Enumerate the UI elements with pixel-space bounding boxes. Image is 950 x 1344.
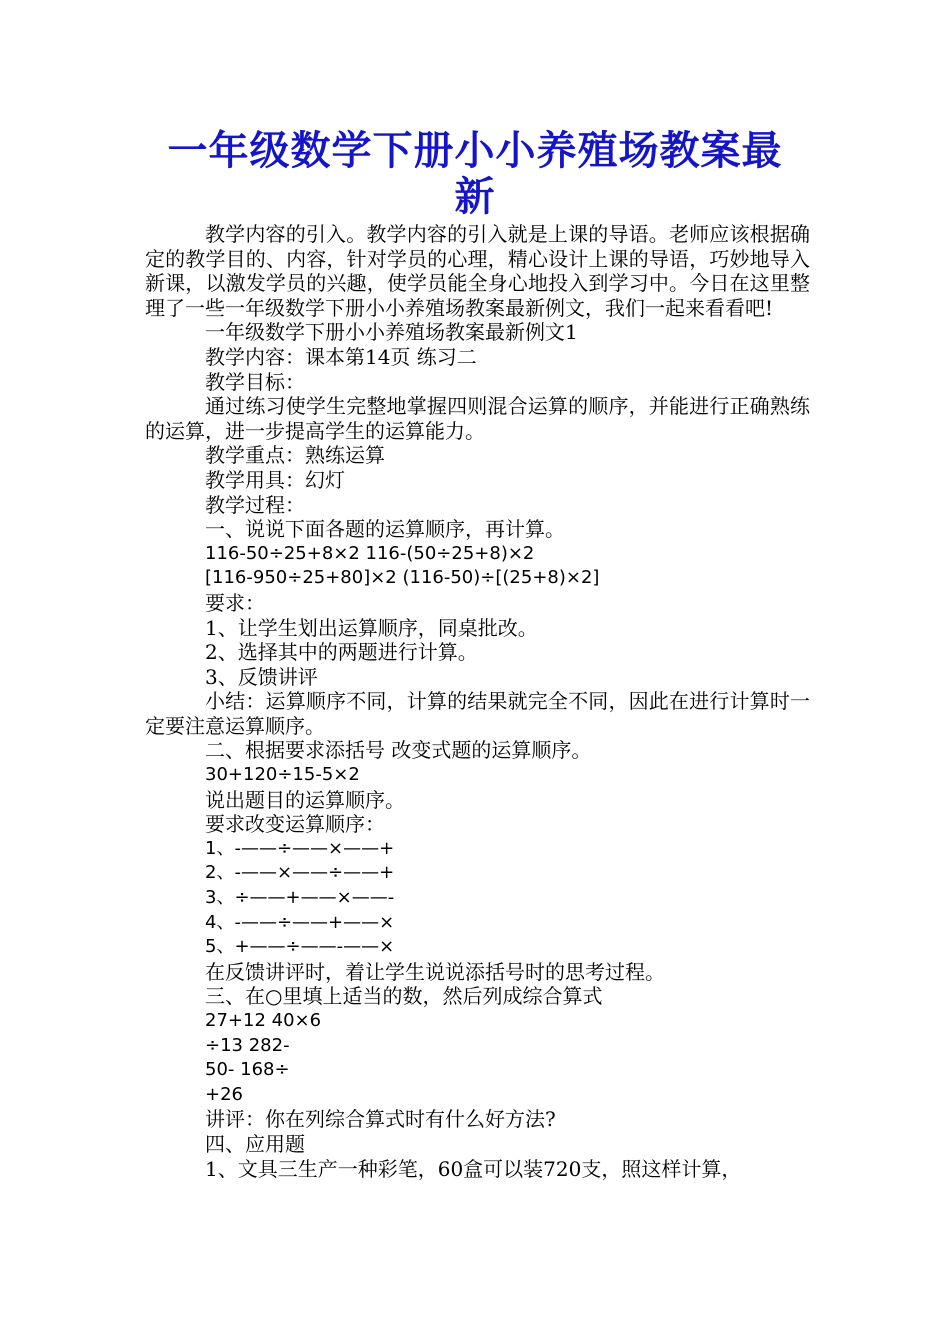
intro-paragraph: 教学内容的引入。教学内容的引入就是上课的导语。老师应该根据确定的教学目的、内容，针对学员的心理，精心设计上课的导语，巧妙地导入新课，以激发学员的兴趣，使学员能全身心地投入到学习中。今日在这里整理了一些一年级数学下册小小养殖场教案最新例文，我们一起来看看吧! [145,222,810,320]
formula-line: 30+120÷15-5×2 [205,764,360,786]
formula-line: +26 [205,1083,243,1105]
text-line: 三、在○里填上适当的数，然后列成综合算式 [205,984,603,1009]
summary-paragraph: 小结：运算顺序不同，计算的结果就完全不同，因此在进行计算时一定要注意运算顺序。 [145,689,810,738]
text-line: 教学内容：课本第14页 练习二 [205,344,477,369]
text-line: 教学过程： [205,492,305,517]
text-line: 在反馈讲评时，着让学生说说添括号时的思考过程。 [205,959,665,984]
text-line: 讲评：你在列综合算式时有什么好方法? [205,1107,556,1132]
text-line: 要求改变运算顺序： [205,812,385,837]
text-line: 教学重点：熟练运算 [205,443,385,468]
formula-line: 116-50÷25+8×2 116-(50÷25+8)×2 [205,542,535,564]
text-line: 要求： [205,590,265,615]
text-line: 说出题目的运算顺序。 [205,787,405,812]
title-line-1: 一年级数学下册小小养殖场教案最 [167,127,783,174]
document-title [140,128,810,220]
text-line: 四、应用题 [205,1131,305,1156]
document-body [145,222,810,1181]
text-line: 1、文具三生产一种彩笔，60盒可以装720支，照这样计算， [205,1156,742,1181]
text-line: 3、反馈讲评 [205,664,318,689]
order-line: 3、÷——+——×——- [205,887,395,909]
text-line: 1、让学生划出运算顺序，同桌批改。 [205,615,538,640]
text-line: 教学用具：幻灯 [205,467,345,492]
formula-line: ÷13 282- [205,1034,290,1056]
title-line-2: 新 [454,173,496,220]
text-line: 教学目标： [205,369,305,394]
order-line: 4、-——÷——+——× [205,911,395,933]
order-line: 1、-——÷——×——+ [205,837,395,859]
text-line: 一年级数学下册小小养殖场教案最新例文1 [205,320,578,345]
goal-paragraph: 通过练习使学生完整地掌握四则混合运算的顺序，并能进行正确熟练的运算，进一步提高学生的运算能力。 [145,394,810,443]
formula-line: 50- 168÷ [205,1059,290,1081]
formula-line: 27+12 40×6 [205,1010,322,1031]
order-line: 5、+——÷——-——× [205,936,395,958]
order-line: 2、-——×——÷——+ [205,862,395,884]
formula-line: [116-950÷25+80]×2 (116-50)÷[(25+8)×2] [205,567,600,589]
text-line: 二、根据要求添括号 改变式题的运算顺序。 [205,738,592,763]
text-line: 2、选择其中的两题进行计算。 [205,640,478,665]
text-line: 一、说说下面各题的运算顺序，再计算。 [205,517,565,542]
